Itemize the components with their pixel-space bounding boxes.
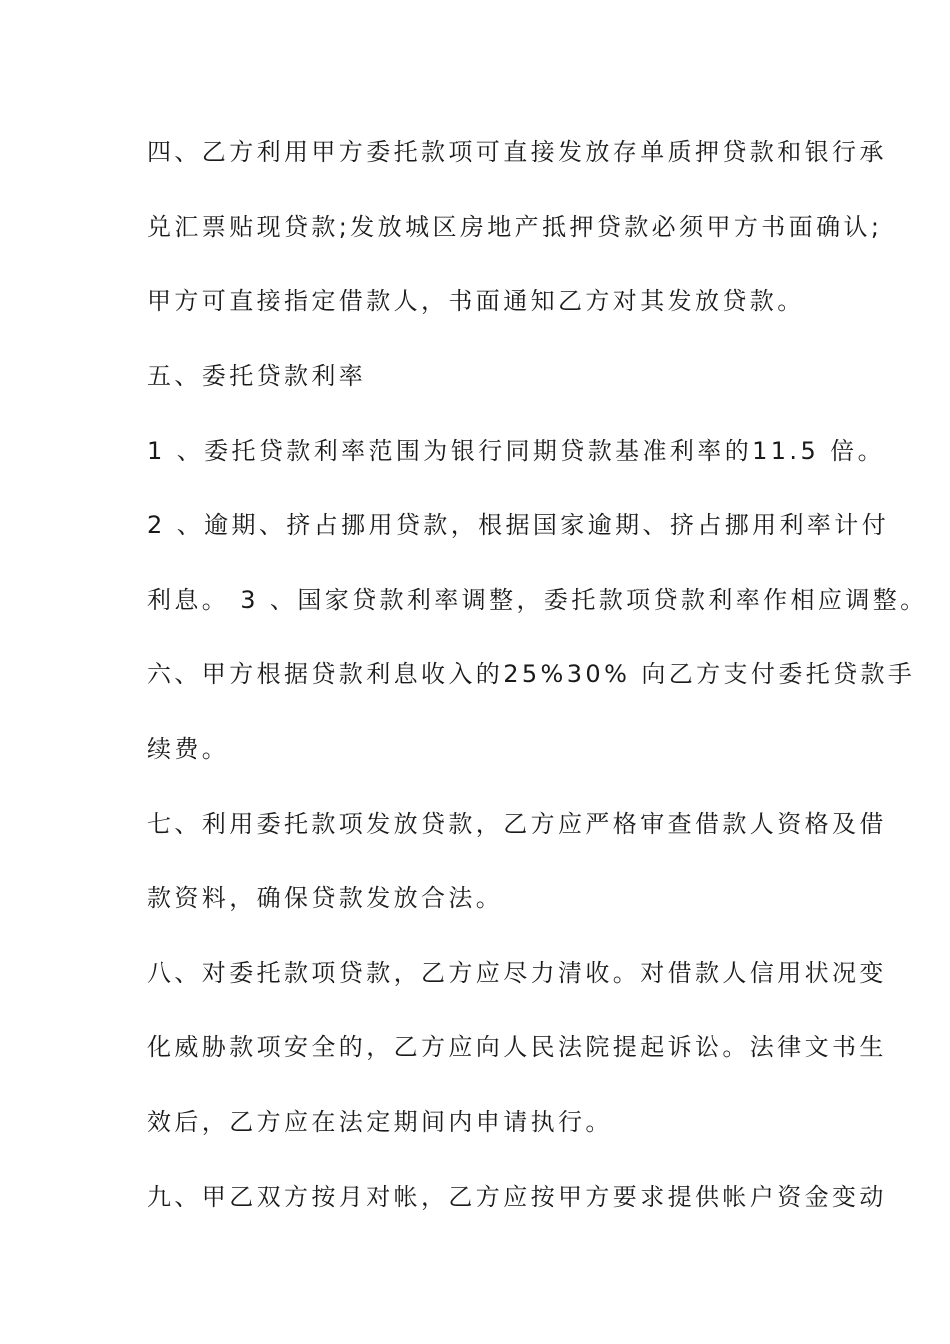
clause-4-line-1: 四、乙方利用甲方委托款项可直接发放存单质押贷款和银行承 — [147, 138, 887, 166]
clause-5-item-2-3: 利息。 3 、国家贷款利率调整，委托款项贷款利率作相应调整。 — [147, 586, 928, 614]
clause-5-item-1: 1 、委托贷款利率范围为银行同期贷款基准利率的11.5 倍。 — [147, 437, 885, 465]
clause-4-line-2: 兑汇票贴现贷款;发放城区房地产抵押贷款必须甲方书面确认; — [147, 213, 883, 241]
clause-6-line-2: 续费。 — [147, 735, 230, 763]
clause-5-item-2: 2 、逾期、挤占挪用贷款，根据国家逾期、挤占挪用利率计付 — [147, 511, 890, 539]
clause-8-line-1: 八、对委托款项贷款，乙方应尽力清收。对借款人信用状况变 — [147, 959, 887, 987]
clause-6-line-1: 六、甲方根据贷款利息收入的25%30% 向乙方支付委托贷款手 — [147, 660, 916, 688]
clause-7-line-2: 款资料，确保贷款发放合法。 — [147, 884, 504, 912]
clause-4-line-3: 甲方可直接指定借款人，书面通知乙方对其发放贷款。 — [147, 287, 805, 315]
clause-8-line-3: 效后，乙方应在法定期间内申请执行。 — [147, 1108, 613, 1136]
clause-9-line-1: 九、甲乙双方按月对帐，乙方应按甲方要求提供帐户资金变动 — [147, 1183, 887, 1211]
clause-5-heading: 五、委托贷款利率 — [147, 362, 367, 390]
clause-8-line-2: 化威胁款项安全的，乙方应向人民法院提起诉讼。法律文书生 — [147, 1033, 887, 1061]
clause-7-line-1: 七、利用委托款项发放贷款，乙方应严格审查借款人资格及借 — [147, 810, 887, 838]
